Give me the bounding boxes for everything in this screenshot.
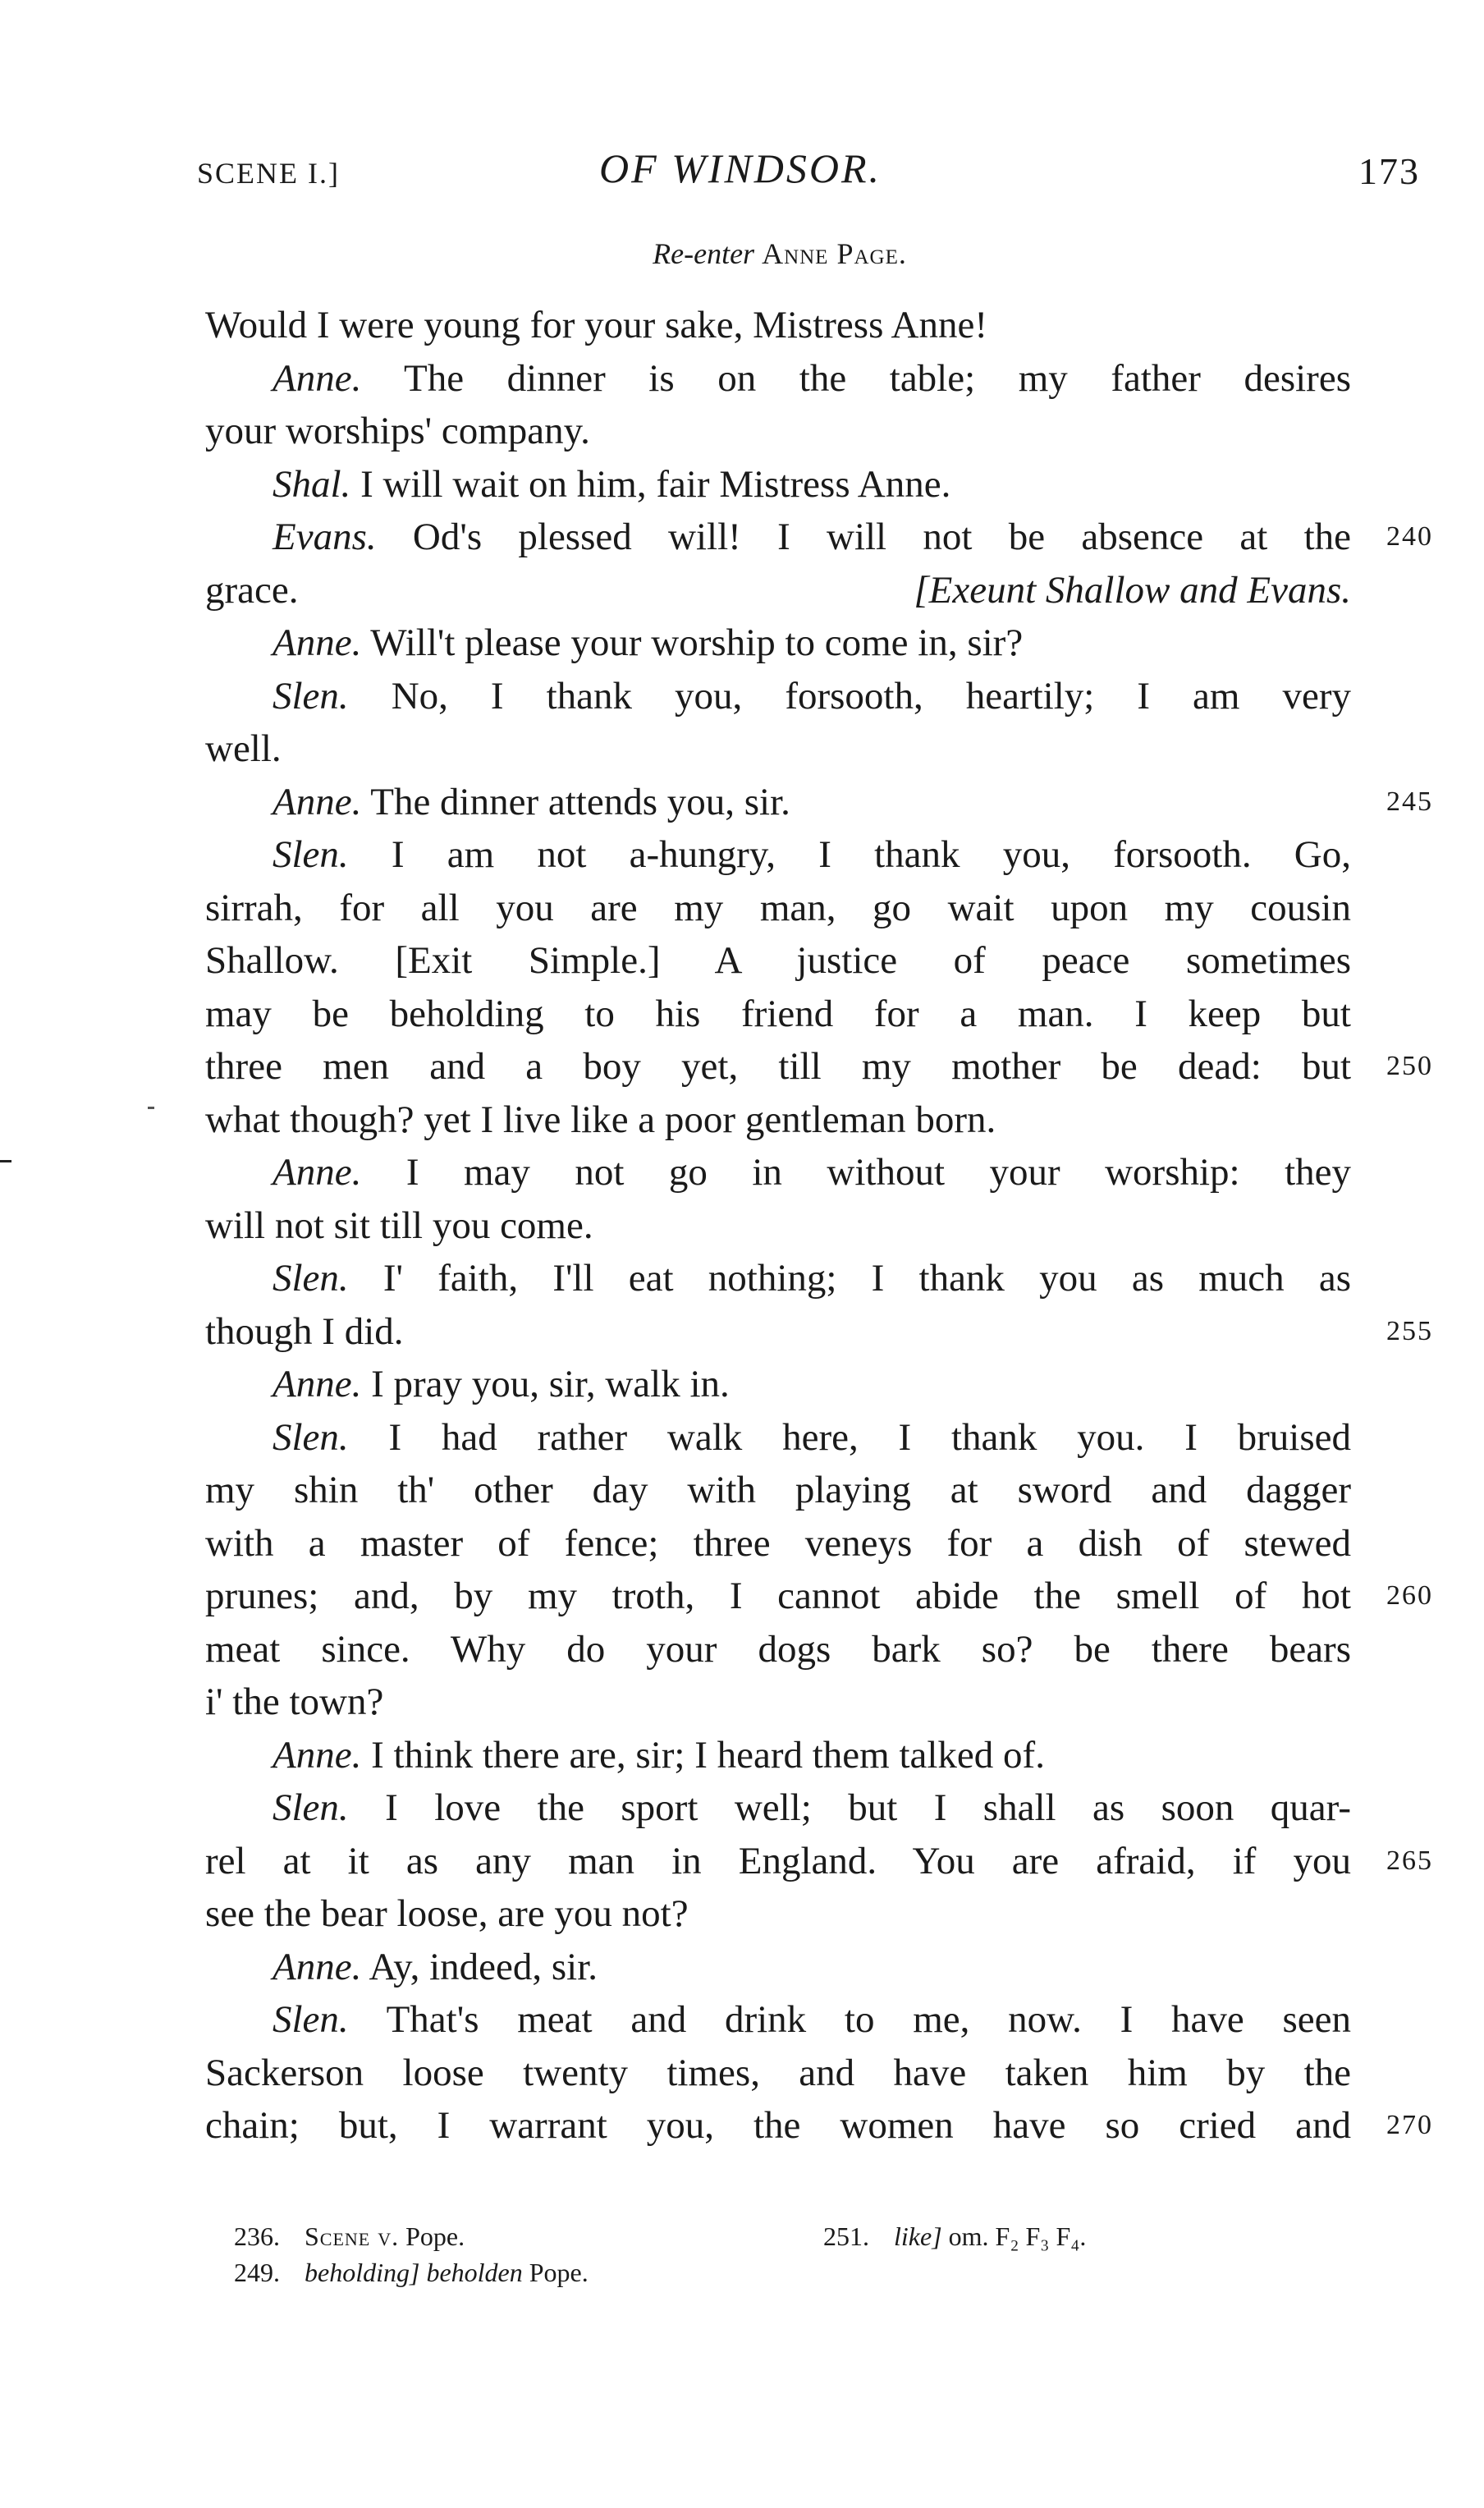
footnote-249 xyxy=(234,2258,589,2288)
line-text: The dinner attends you, sir. xyxy=(370,780,790,823)
text-line xyxy=(205,1305,1433,1359)
speaker-name: Anne. xyxy=(273,621,362,664)
footnote-236 xyxy=(234,2221,465,2252)
line-number: 250 xyxy=(1386,1051,1433,1081)
line-text: prunes; and, by my troth, I cannot abide the smell of hot xyxy=(205,1575,1351,1617)
footnote-number: 251. xyxy=(823,2221,869,2251)
line-text: I' faith, I'll eat nothing; I thank you as much as xyxy=(382,1257,1352,1300)
text-line xyxy=(205,1835,1433,1888)
stage-direction-entry xyxy=(197,236,1363,271)
line-text: Shallow. [Exit Simple.] A justice of peace sometimes xyxy=(205,939,1351,982)
line-text: my shin th' other day with playing at sword and dagger xyxy=(205,1469,1351,1511)
text-line xyxy=(205,1887,1351,1941)
footnote-text: Pope. xyxy=(529,2258,589,2287)
footnote-lemma: like] xyxy=(894,2221,942,2251)
running-title: OF WINDSOR. xyxy=(599,145,882,191)
footnote-variant: beholden xyxy=(426,2258,523,2287)
speaker-name: Evans. xyxy=(273,516,377,558)
footnote-text: Pope. xyxy=(405,2221,465,2251)
text-line xyxy=(205,352,1351,406)
line-text: may be beholding to his friend for a man. I keep but xyxy=(205,992,1351,1035)
running-header xyxy=(197,144,1420,194)
text-line xyxy=(205,1729,1351,1782)
line-text: Ay, indeed, sir. xyxy=(369,1945,598,1988)
stage-direction-name: Anne Page. xyxy=(762,237,907,270)
text-line xyxy=(205,1199,1351,1253)
text-line xyxy=(205,617,1351,670)
speaker-name: Slen. xyxy=(273,833,349,876)
line-number: 260 xyxy=(1386,1580,1433,1611)
line-text: Would I were young for your sake, Mistress Anne! xyxy=(205,304,987,346)
text-line xyxy=(205,1040,1433,1094)
text-line xyxy=(205,670,1351,723)
text-line xyxy=(205,2099,1433,2153)
line-number: 240 xyxy=(1386,521,1433,552)
line-text: No, I thank you, forsooth, heartily; I am very xyxy=(391,674,1351,718)
speaker-name: Slen. xyxy=(273,1257,349,1300)
line-number: 245 xyxy=(1386,786,1433,817)
text-line xyxy=(205,988,1351,1041)
line-text: Will't please your worship to come in, sir? xyxy=(370,621,1024,664)
text-line xyxy=(205,1464,1351,1517)
exit-stage-direction: [Exeunt Shallow and Evans. xyxy=(914,568,1351,612)
text-line xyxy=(205,1623,1351,1676)
scene-label: SCENE I.] xyxy=(197,157,340,190)
speaker-name: Slen. xyxy=(273,1998,349,2041)
line-text: your worships' company. xyxy=(205,410,590,452)
text-line xyxy=(205,1411,1351,1465)
line-text: well. xyxy=(205,727,282,770)
footnote-label: Scene v. xyxy=(305,2221,400,2251)
page-number: 173 xyxy=(1358,150,1420,192)
speaker-name: Anne. xyxy=(273,780,362,823)
text-line xyxy=(205,1146,1351,1199)
line-text: though I did. xyxy=(205,1309,404,1353)
text-line xyxy=(205,1993,1351,2047)
line-text: will not sit till you come. xyxy=(205,1204,593,1247)
line-text: I love the sport well; but I shall as soon quar- xyxy=(385,1786,1352,1829)
speaker-name: Anne. xyxy=(273,1945,362,1988)
text-line xyxy=(205,1094,1351,1147)
line-text: meat since. Why do your dogs bark so? be there bears xyxy=(205,1627,1351,1671)
text-line xyxy=(205,1676,1351,1729)
line-text: I had rather walk here, I thank you. I bruised xyxy=(388,1415,1351,1459)
text-line xyxy=(205,299,1351,352)
line-text: what though? yet I live like a poor gentleman born. xyxy=(205,1098,996,1141)
speaker-name: Shal. xyxy=(273,462,351,506)
footnote-number: 236. xyxy=(234,2221,280,2251)
line-text: I may not go in without your worship: they xyxy=(405,1151,1352,1194)
margin-mark xyxy=(0,1160,11,1162)
speaker-name: Anne. xyxy=(273,356,362,400)
text-line xyxy=(205,882,1351,935)
text-line xyxy=(205,1358,1351,1411)
line-text: Od's plessed will! I will not be absence at the xyxy=(412,516,1351,558)
line-number: 270 xyxy=(1386,2110,1433,2140)
margin-mark xyxy=(148,1107,154,1109)
speaker-name: Anne. xyxy=(273,1363,362,1405)
speaker-name: Slen. xyxy=(273,1415,349,1459)
line-number: 265 xyxy=(1386,1845,1433,1876)
text-line xyxy=(205,405,1351,458)
footnote-number: 249. xyxy=(234,2258,280,2287)
line-text: grace. xyxy=(205,568,299,612)
line-text: three men and a boy yet, till my mother be dead: but xyxy=(205,1045,1351,1088)
speaker-name: Anne. xyxy=(273,1151,362,1194)
line-number: 255 xyxy=(1386,1315,1433,1346)
line-text: I will wait on him, fair Mistress Anne. xyxy=(360,462,951,506)
text-line xyxy=(205,2047,1351,2100)
text-line xyxy=(205,934,1351,988)
text-line xyxy=(205,1570,1433,1623)
text-line xyxy=(205,511,1433,564)
footnote-251 xyxy=(823,2221,1086,2252)
line-text: The dinner is on the table; my father desires xyxy=(404,356,1351,400)
line-text: Sackerson loose twenty times, and have taken him by the xyxy=(205,2051,1351,2094)
text-line xyxy=(205,1517,1351,1570)
text-line xyxy=(205,1252,1351,1305)
line-text: i' the town? xyxy=(205,1680,384,1723)
line-text: rel at it as any man in England. You are afraid, if you xyxy=(205,1839,1351,1882)
text-line xyxy=(205,828,1351,882)
stage-direction-prefix: Re-enter xyxy=(653,237,755,270)
speaker-name: Slen. xyxy=(273,1786,349,1829)
text-line xyxy=(205,722,1351,776)
speaker-name: Anne. xyxy=(273,1733,362,1777)
line-text: with a master of fence; three veneys for a dish of stewed xyxy=(205,1521,1351,1565)
text-line xyxy=(205,1781,1351,1835)
text-line xyxy=(205,776,1433,829)
text-line xyxy=(205,1941,1351,1994)
line-text: I pray you, sir, walk in. xyxy=(371,1363,730,1405)
line-text: sirrah, for all you are my man, go wait upon my cousin xyxy=(205,886,1351,929)
line-text: chain; but, I warrant you, the women have so cried and xyxy=(205,2104,1351,2147)
dialogue-body xyxy=(205,299,1433,2153)
speaker-name: Slen. xyxy=(273,674,349,718)
line-text: I think there are, sir; I heard them talked of. xyxy=(371,1733,1045,1777)
line-text: I am not a-hungry, I thank you, forsooth. Go, xyxy=(391,833,1352,876)
text-line xyxy=(205,564,1351,617)
footnote-text: om. F₂ F₃ F₄. xyxy=(948,2221,1087,2251)
text-line xyxy=(205,458,1351,511)
line-text: That's meat and drink to me, now. I have seen xyxy=(386,1998,1351,2041)
line-text: see the bear loose, are you not? xyxy=(205,1892,689,1935)
footnote-lemma: beholding] xyxy=(305,2258,420,2287)
